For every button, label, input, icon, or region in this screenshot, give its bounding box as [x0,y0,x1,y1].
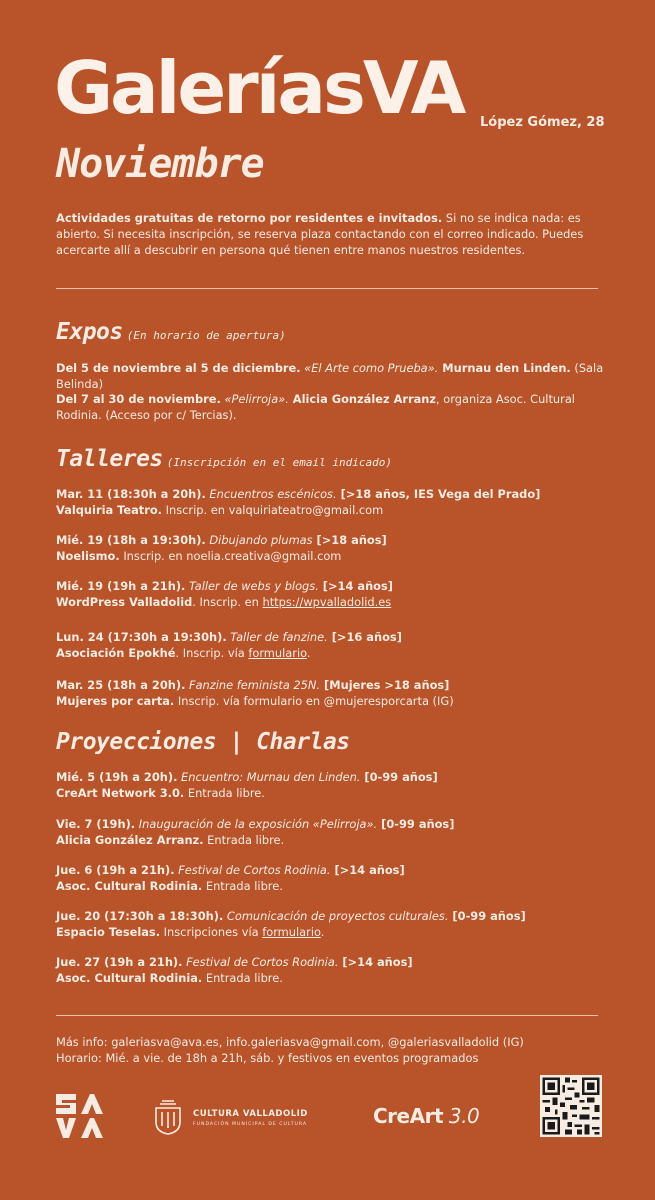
divider [56,1015,598,1016]
proyeccion-who: Alicia González Arranz. [56,833,204,847]
intro-text: Si no se indica nada: es abierto. Si necesita inscripción, se reserva plaza contactando con el correo indicado. Puedes acercarte allí a descubrir en persona qué tienen entre manos nuestros residentes. [56,211,584,257]
city-crest-icon [150,1098,186,1136]
taller-rest: Inscrip. en valquiriateatro@gmail.com [162,503,384,517]
page-title: GaleríasVA [54,46,464,130]
taller-when: Mar. 25 (18h a 20h). [56,678,186,692]
taller-tag: [>16 años] [327,630,402,644]
creart-version: 3.0 [443,1104,480,1128]
cultura-text: CULTURA VALLADOLID [193,1109,308,1119]
proyeccion-tag: [0-99 años] [448,909,526,923]
expo-when: Del 5 de noviembre al 5 de diciembre. [56,361,301,375]
taller-item [56,629,616,661]
taller-item [56,677,616,709]
expos-note: (En horario de apertura) [126,329,286,342]
expo-who: Murnau den Linden. [438,361,571,375]
expo-rest: (Sala Belinda) [56,361,604,391]
proyeccion-when: Mié. 5 (19h a 20h). [56,770,178,784]
proyeccion-who: Asoc. Cultural Rodinia. [56,971,203,985]
expo-who: Alicia González Arranz [288,392,437,406]
taller-when: Mié. 19 (18h a 19:30h). [56,533,206,547]
taller-title: Fanzine feminista 25N. [185,678,321,692]
taller-when: Mar. 11 (18:30h a 20h). [56,487,206,501]
hours-label: Horario: [56,1051,102,1065]
proyeccion-who: CreArt Network 3.0. [56,786,185,800]
intro-bold: Actividades gratuitas de retorno por residentes e invitados. [56,211,443,225]
proyeccion-item [56,954,616,986]
address: López Gómez, 28 [480,115,605,130]
proyeccion-item [56,816,616,848]
taller-tag: [Mujeres >18 años] [320,678,450,692]
taller-title: Taller de webs y blogs. [185,579,319,593]
proyeccion-item [56,908,616,940]
expo-item [56,391,596,423]
proyeccion-when: Vie. 7 (19h). [56,817,136,831]
taller-item [56,486,616,518]
proyeccion-who: Espacio Teselas. [56,925,161,939]
proyeccion-rest: Entrada libre. [202,971,283,985]
taller-who: Noelismo. [56,549,120,563]
expo-item [56,360,616,392]
info-contacts: galeriasva@ava.es, info.galeriasva@gmail.com, @galeriasvalladolid (IG) [107,1035,524,1049]
intro-paragraph [56,210,601,258]
expo-rest: , organiza Asoc. Cultural Rodinia. (Acceso por c/ Tercias). [56,392,575,422]
taller-tag: [>14 años] [318,579,393,593]
proyeccion-item [56,769,616,801]
proyeccion-when: Jue. 20 (17:30h a 18:30h). [56,909,224,923]
taller-rest: . Inscrip. en [192,595,263,609]
hours-text: Mié. a vie. de 18h a 21h, sáb. y festivos en eventos programados [101,1051,479,1065]
proyeccion-title: Encuentro: Murnau den Linden. [177,770,361,784]
proyeccion-when: Jue. 6 (19h a 21h). [56,863,175,877]
proyeccion-title: Festival de Cortos Rodinia. [182,955,339,969]
expos-title: Expos [56,319,123,345]
cultura-subtext: FUNDACIÓN MUNICIPAL DE CULTURA [193,1122,308,1127]
talleres-title: Talleres [56,446,163,472]
proyeccion-title: Inauguración de la exposición «Pelirroja». [135,817,378,831]
proyeccion-tag: [>14 años] [338,955,413,969]
proyeccion-rest: Entrada libre. [202,879,283,893]
taller-tag: [>18 años] [312,533,387,547]
proyeccion-rest: Entrada libre. [203,833,285,847]
taller-rest: Inscrip. vía formulario en @mujeresporcarta (IG) [174,694,454,708]
taller-who: Mujeres por carta. [56,694,175,708]
taller-who: Asociación Epokhé [56,646,176,660]
taller-who: WordPress Valladolid [56,595,193,609]
creart-logo [373,1104,479,1128]
proyeccion-tag: [0-99 años] [377,817,455,831]
taller-tag: [>18 años, IES Vega del Prado] [336,487,541,501]
taller-rest: Inscrip. en noelia.creativa@gmail.com [119,549,342,563]
expo-title: «El Arte como Prueba». [300,361,439,375]
talleres-heading [56,448,392,471]
proyeccion-item [56,862,616,894]
proyeccion-when: Jue. 27 (19h a 21h). [56,955,183,969]
taller-rest: . Inscrip. vía [175,646,249,660]
sava-logo-icon [54,1092,106,1140]
taller-item [56,578,616,610]
taller-title: Taller de fanzine. [226,630,328,644]
logo-row [0,1070,655,1150]
proyeccion-title: Comunicación de proyectos culturales. [223,909,449,923]
proyeccion-tag: [>14 años] [330,863,405,877]
month-heading: Noviembre [56,141,264,187]
taller-title: Dibujando plumas [205,533,313,547]
teselas-form-link[interactable]: formulario [262,925,321,939]
taller-item [56,532,616,564]
taller-after: . [306,646,311,660]
proyeccion-title: Festival de Cortos Rodinia. [174,863,331,877]
proyeccion-tag: [0-99 años] [360,770,438,784]
proyeccion-who: Asoc. Cultural Rodinia. [56,879,203,893]
taller-when: Mié. 19 (19h a 21h). [56,579,186,593]
wpvalladolid-link[interactable]: https://wpvalladolid.es [262,595,392,609]
divider [56,288,598,289]
info-label: Más info: [56,1035,108,1049]
expo-when: Del 7 al 30 de noviembre. [56,392,221,406]
cultura-valladolid-logo [150,1098,340,1138]
proyeccion-rest: Inscripciones vía [160,925,263,939]
proyeccion-rest: Entrada libre. [184,786,265,800]
qr-code-icon[interactable] [540,1075,602,1137]
expo-title: «Pelirroja». [220,392,289,406]
talleres-note: (Inscripción en el email indicado) [166,456,392,469]
epokhe-form-link[interactable]: formulario [248,646,307,660]
proyeccion-after: . [320,925,325,939]
expos-heading [56,321,286,344]
taller-title: Encuentros escénicos. [205,487,337,501]
proyecciones-heading: Proyecciones | Charlas [56,729,350,755]
taller-when: Lun. 24 (17:30h a 19:30h). [56,630,227,644]
taller-who: Valquiria Teatro. [56,503,163,517]
creart-name: CreArt [373,1104,444,1128]
footer-info [56,1034,616,1066]
